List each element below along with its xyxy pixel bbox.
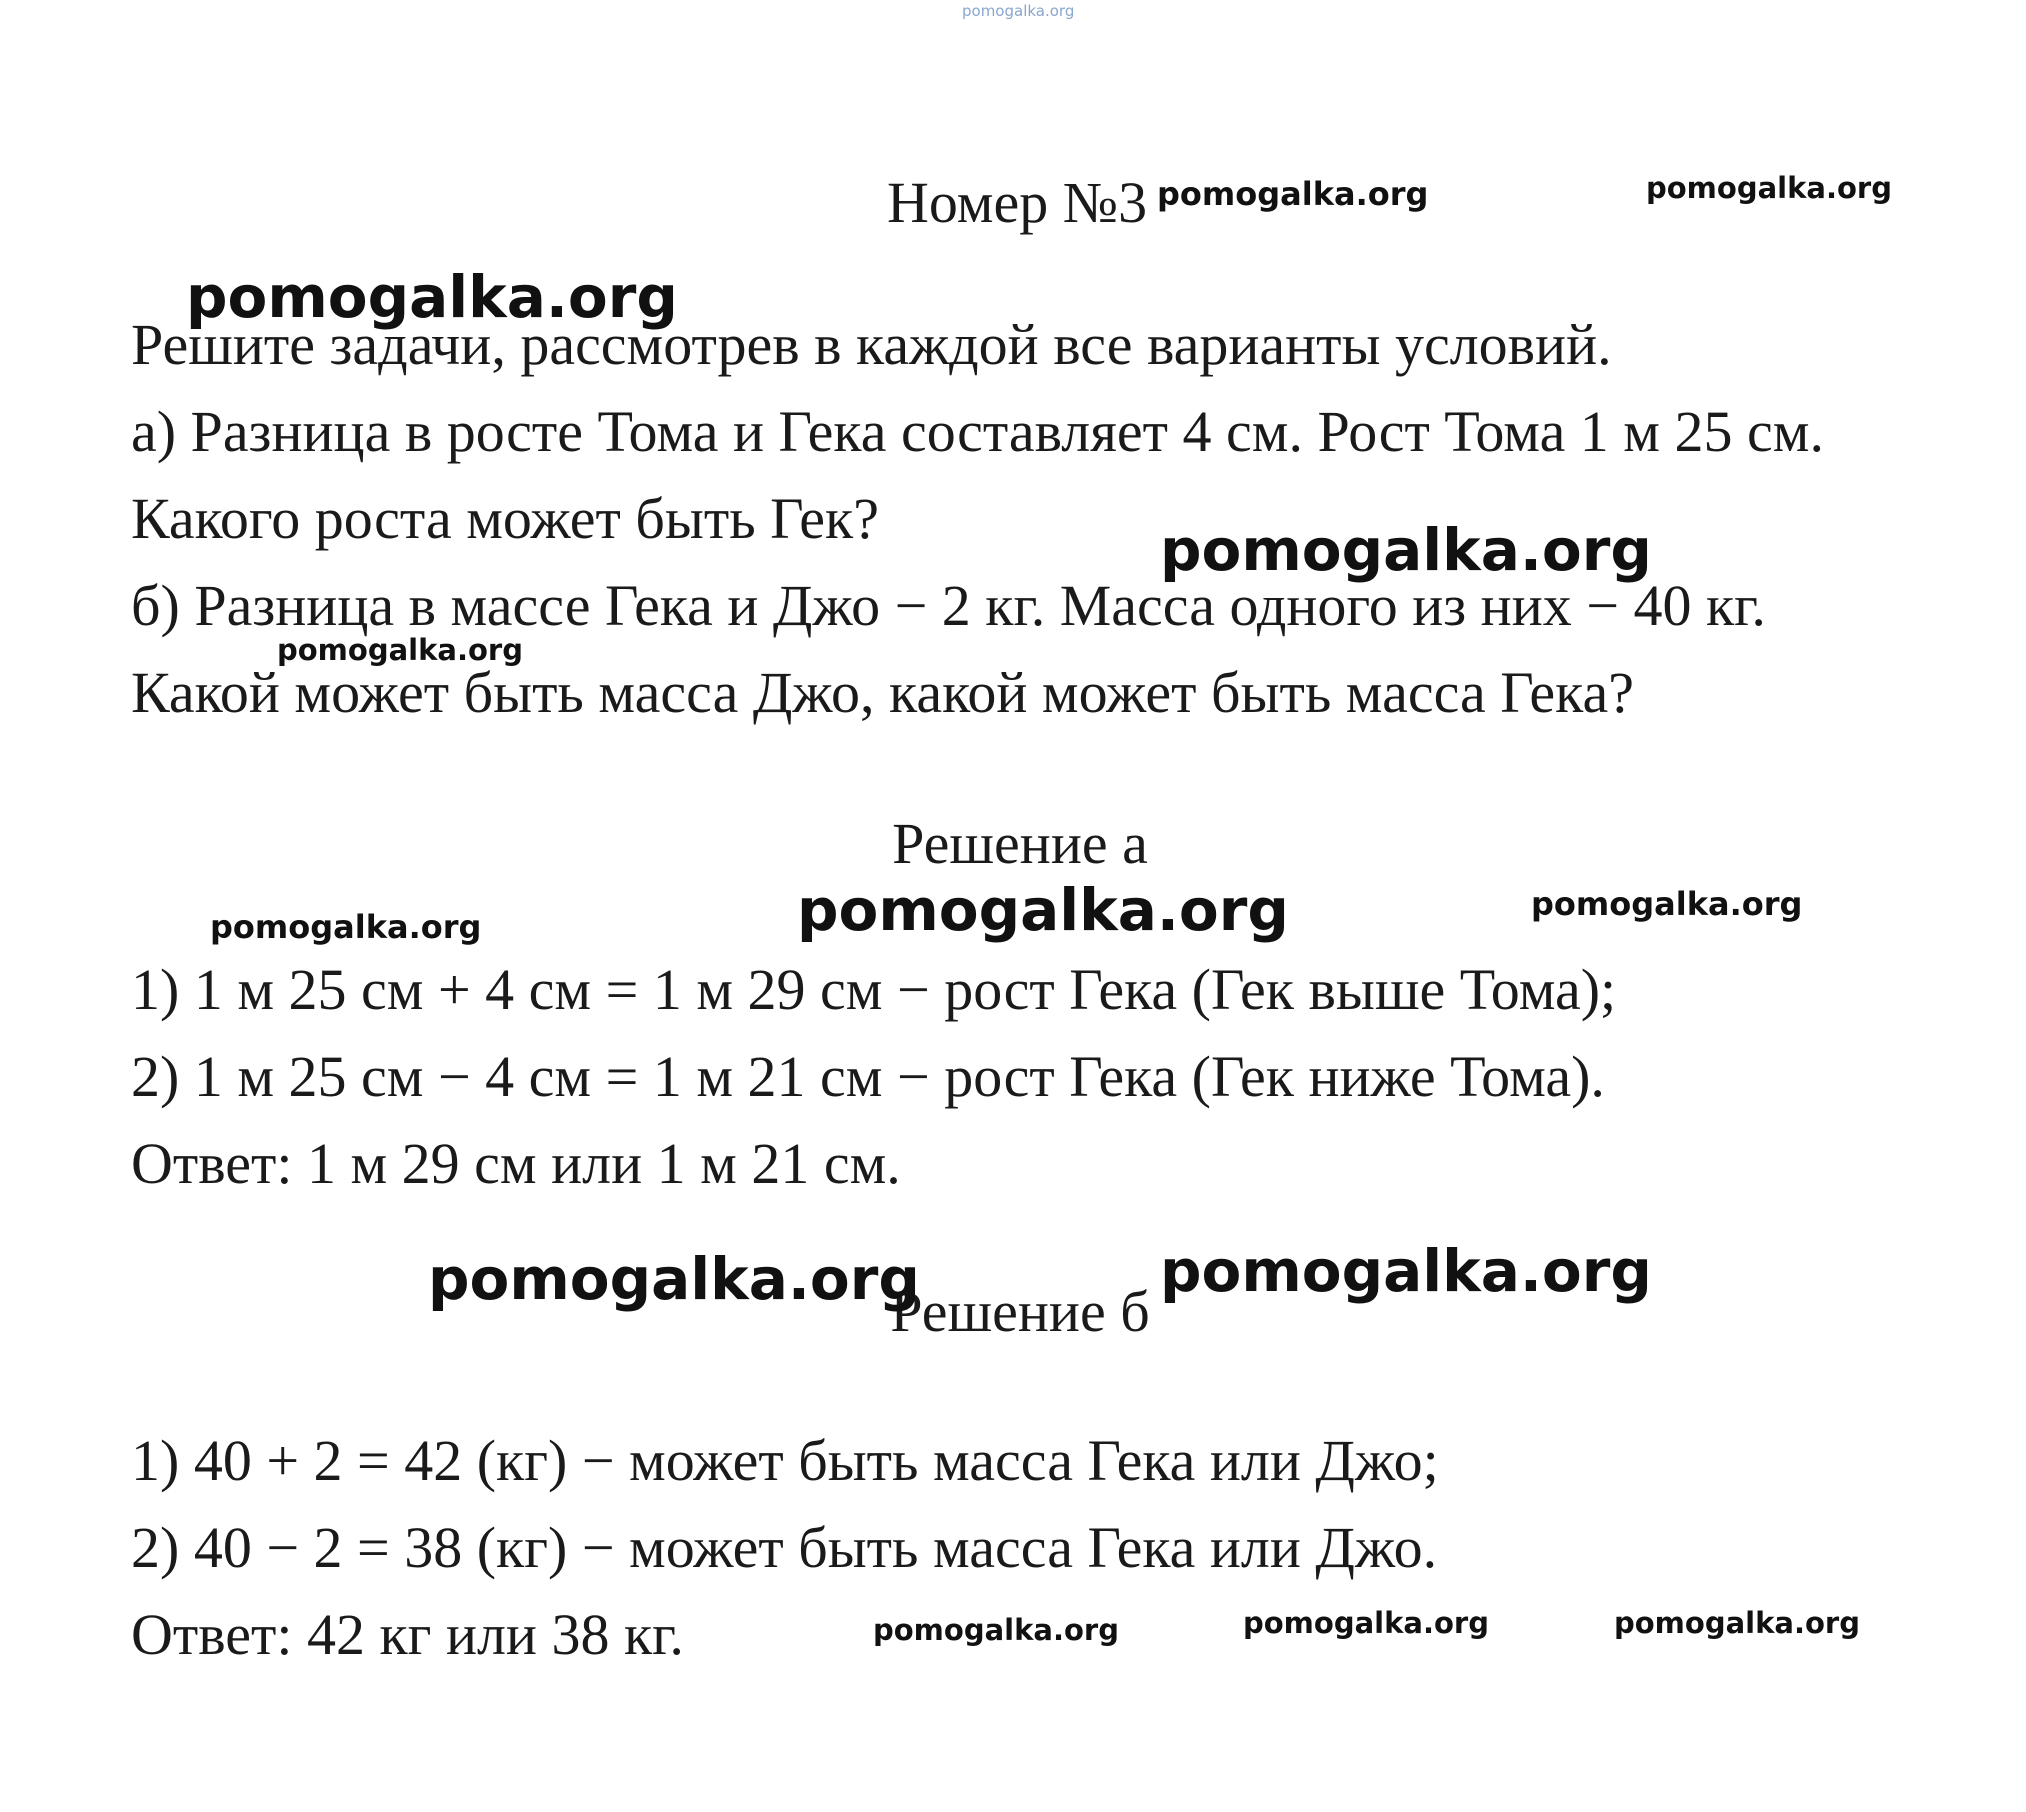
solution-b-step1: 1) 40 + 2 = 42 (кг) − может быть масса Гека или Джо;: [131, 1428, 1439, 1493]
watermark: pomogalka.org: [1243, 1606, 1489, 1640]
problem-part-a-line2: Какого роста может быть Гек?: [131, 486, 879, 551]
problem-intro: Решите задачи, рассмотрев в каждой все варианты условий.: [131, 312, 1612, 377]
watermark: pomogalka.org: [1614, 1606, 1860, 1640]
watermark: pomogalka.org: [797, 876, 1289, 944]
problem-part-a-line1: а) Разница в росте Тома и Гека составляет 4 см. Рост Тома 1 м 25 см.: [131, 399, 1824, 464]
watermark: pomogalka.org: [428, 1245, 920, 1313]
page-title: Номер №3: [887, 170, 1148, 235]
watermark: pomogalka.org: [873, 1613, 1119, 1647]
watermark: pomogalka.org: [1160, 1237, 1652, 1305]
watermark: pomogalka.org: [186, 263, 678, 331]
solution-a-step1: 1) 1 м 25 см + 4 см = 1 м 29 см − рост Гека (Гек выше Тома);: [131, 957, 1617, 1022]
solution-b-answer: Ответ: 42 кг или 38 кг.: [131, 1602, 684, 1667]
solution-b-step2: 2) 40 − 2 = 38 (кг) − может быть масса Гека или Джо.: [131, 1515, 1438, 1580]
top-watermark: pomogalka.org: [962, 2, 1075, 20]
watermark: pomogalka.org: [1646, 171, 1892, 205]
solution-a-step2: 2) 1 м 25 см − 4 см = 1 м 21 см − рост Гека (Гек ниже Тома).: [131, 1044, 1605, 1109]
watermark: pomogalka.org: [1531, 885, 1803, 923]
problem-part-b-line2: Какой может быть масса Джо, какой может быть масса Гека?: [131, 660, 1634, 725]
watermark: pomogalka.org: [1157, 175, 1429, 213]
problem-part-b-line1: б) Разница в массе Гека и Джо − 2 кг. Масса одного из них − 40 кг.: [131, 573, 1766, 638]
solution-a-heading: Решение а: [892, 811, 1148, 876]
watermark: pomogalka.org: [277, 633, 523, 667]
watermark: pomogalka.org: [1160, 516, 1652, 584]
solution-b-heading: Решение б: [890, 1279, 1150, 1344]
solution-a-answer: Ответ: 1 м 29 см или 1 м 21 см.: [131, 1131, 901, 1196]
watermark: pomogalka.org: [210, 908, 482, 946]
